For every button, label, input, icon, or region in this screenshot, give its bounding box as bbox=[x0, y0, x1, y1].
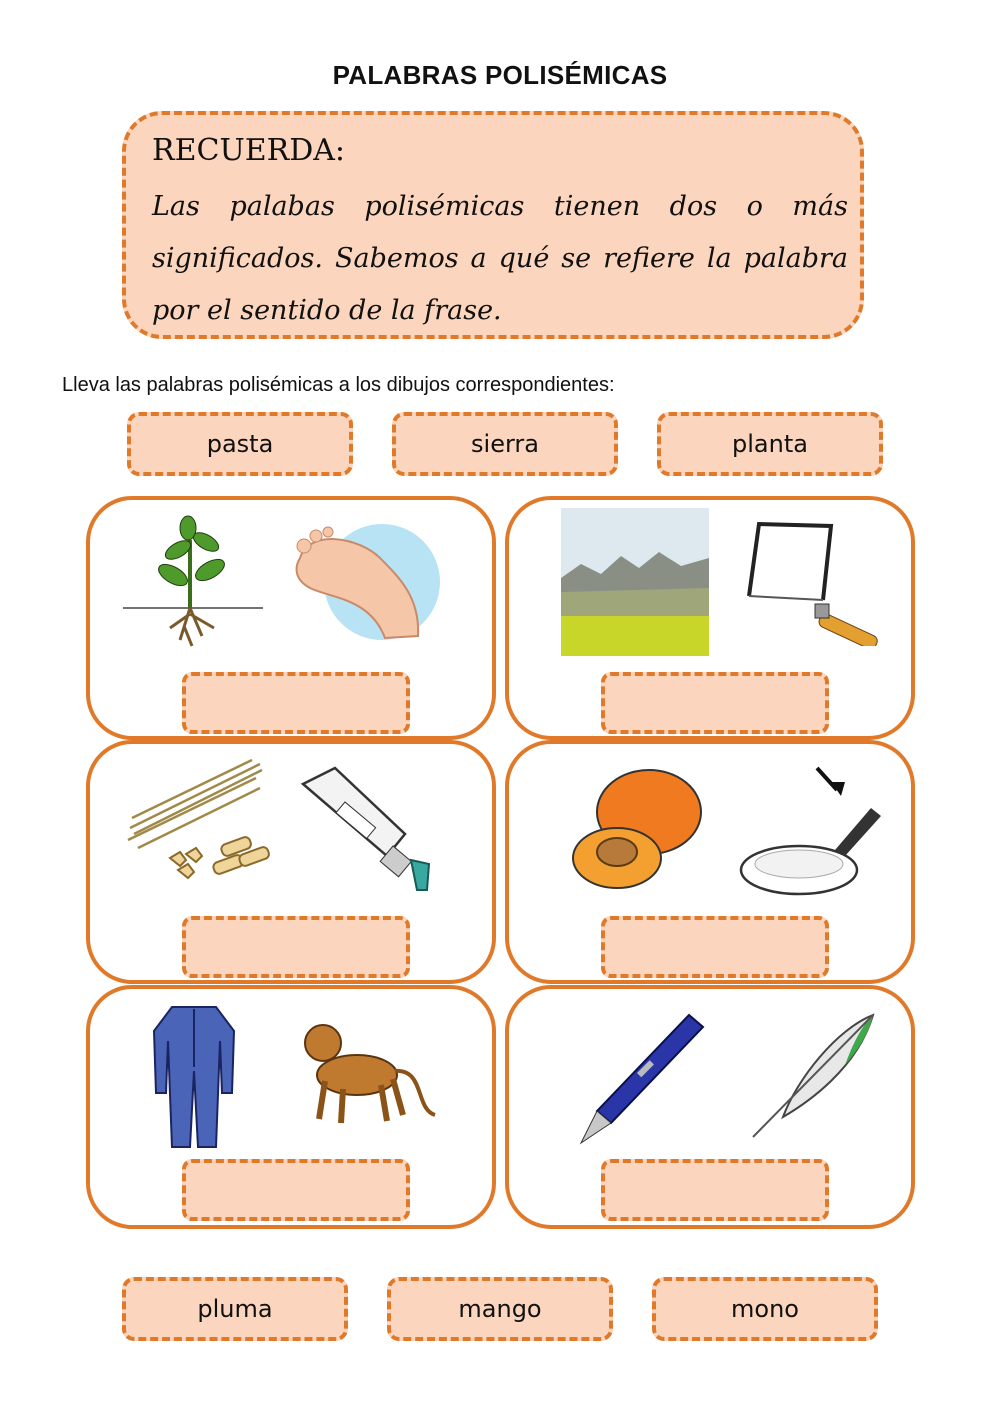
reminder-heading: RECUERDA: bbox=[152, 133, 346, 168]
pasta-noodles-icon bbox=[120, 758, 270, 893]
word-chip-mango[interactable]: mango bbox=[387, 1277, 613, 1341]
word-chip-mono[interactable]: mono bbox=[652, 1277, 878, 1341]
panel-sierra bbox=[505, 496, 915, 740]
reminder-box bbox=[122, 111, 864, 339]
drop-zone-2[interactable] bbox=[601, 672, 829, 734]
panel-mono bbox=[86, 985, 496, 1229]
panel-planta bbox=[86, 496, 496, 740]
drop-zone-1[interactable] bbox=[182, 672, 410, 734]
monkey-icon bbox=[295, 1019, 445, 1139]
coping-saw-icon bbox=[739, 516, 889, 646]
reminder-text: Las palabas polisémicas tienen dos o más significados. Sabemos a qué se refiere la palabra por el sentido de la frase. bbox=[152, 191, 848, 326]
toothpaste-tube-icon bbox=[295, 764, 445, 894]
frying-pan-handle-icon bbox=[739, 760, 889, 900]
instructions: Lleva las palabras polisémicas a los dibujos correspondientes: bbox=[62, 374, 615, 396]
word-chip-pasta[interactable]: pasta bbox=[127, 412, 353, 476]
page-title: PALABRAS POLISÉMICAS bbox=[332, 60, 668, 90]
mango-fruit-icon bbox=[567, 766, 707, 896]
mountain-range-icon bbox=[561, 508, 711, 658]
drop-zone-6[interactable] bbox=[601, 1159, 829, 1221]
panel-mango bbox=[505, 740, 915, 984]
plant-icon bbox=[118, 510, 268, 650]
overalls-icon bbox=[150, 1001, 240, 1151]
feather-icon bbox=[747, 1009, 887, 1149]
panel-pasta bbox=[86, 740, 496, 984]
panel-pluma bbox=[505, 985, 915, 1229]
word-chip-planta[interactable]: planta bbox=[657, 412, 883, 476]
word-chip-sierra[interactable]: sierra bbox=[392, 412, 618, 476]
drop-zone-5[interactable] bbox=[182, 1159, 410, 1221]
fountain-pen-icon bbox=[571, 1011, 711, 1151]
drop-zone-3[interactable] bbox=[182, 916, 410, 978]
word-chip-pluma[interactable]: pluma bbox=[122, 1277, 348, 1341]
drop-zone-4[interactable] bbox=[601, 916, 829, 978]
foot-sole-icon bbox=[290, 518, 440, 648]
